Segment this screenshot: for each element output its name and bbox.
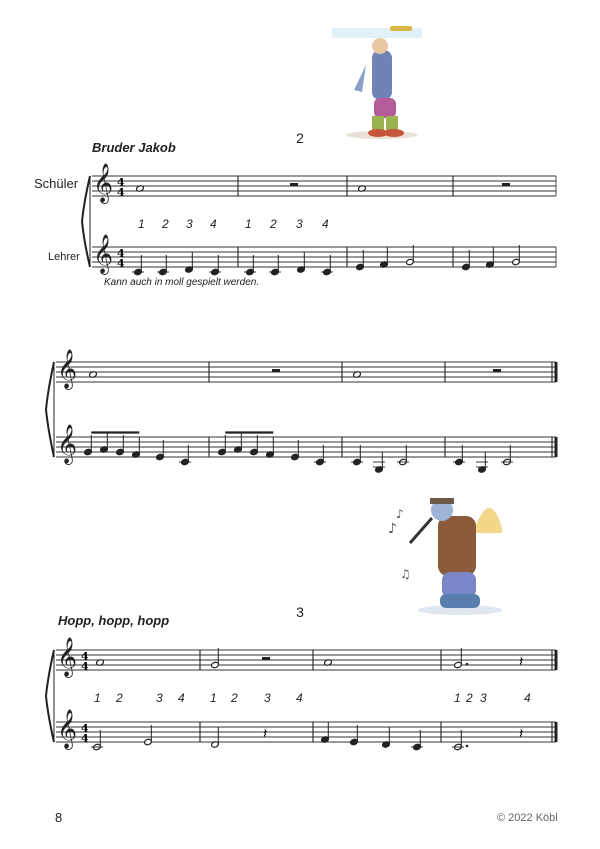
whole-rest <box>493 369 501 372</box>
piece-title: Hopp, hopp, hopp <box>58 613 170 628</box>
time-signature: 4 <box>81 722 89 735</box>
count-number: 1 <box>138 217 145 231</box>
count-number: 1 <box>94 691 101 705</box>
treble-clef: 𝄞 <box>57 637 78 677</box>
count-number: 3 <box>480 691 487 705</box>
count-number: 2 <box>231 691 238 705</box>
time-signature: 4 <box>81 660 89 673</box>
count-number: 3 <box>264 691 271 705</box>
teacher-label: Lehrer <box>48 251 80 263</box>
treble-clef: 𝄞 <box>57 349 78 389</box>
treble-clef: 𝄞 <box>93 163 114 203</box>
piece-number: 2 <box>296 130 304 146</box>
count-number: 4 <box>322 217 329 231</box>
dot <box>466 663 469 666</box>
whole-rest <box>262 657 270 660</box>
time-signature: 4 <box>117 186 125 199</box>
count-number: 3 <box>296 217 303 231</box>
copyright: © 2022 Köbl <box>497 812 558 824</box>
count-number: 4 <box>178 691 185 705</box>
count-number: 2 <box>162 217 169 231</box>
dot <box>466 745 469 748</box>
count-number: 4 <box>210 217 217 231</box>
time-signature: 4 <box>117 247 125 260</box>
count-number: 2 <box>466 691 473 705</box>
piece-number: 3 <box>296 604 304 620</box>
quarter-rest: 𝄽 <box>263 726 268 742</box>
quarter-rest: 𝄽 <box>519 654 524 670</box>
page-number: 8 <box>55 810 63 825</box>
whole-rest <box>272 369 280 372</box>
count-number: 1 <box>210 691 217 705</box>
piece-title: Bruder Jakob <box>92 140 176 155</box>
system-brace <box>46 650 54 742</box>
quarter-rest: 𝄽 <box>519 726 524 742</box>
time-signature: 4 <box>117 176 125 189</box>
count-number: 1 <box>245 217 252 231</box>
treble-clef: 𝄞 <box>93 234 114 274</box>
count-number: 2 <box>270 217 277 231</box>
student-label: Schüler <box>34 176 79 191</box>
performance-note: Kann auch in moll gespielt werden. <box>104 277 260 288</box>
time-signature: 4 <box>81 650 89 663</box>
time-signature: 4 <box>81 732 89 745</box>
svg-text:♪: ♪ <box>388 521 397 537</box>
time-signature: 4 <box>117 257 125 270</box>
svg-text:♫: ♫ <box>400 567 411 581</box>
count-number: 4 <box>296 691 303 705</box>
system-brace <box>82 176 90 267</box>
treble-clef: 𝄞 <box>57 424 78 464</box>
count-number: 2 <box>116 691 123 705</box>
count-number: 1 <box>454 691 461 705</box>
treble-clef: 𝄞 <box>57 709 78 749</box>
whole-rest <box>502 183 510 186</box>
whole-rest <box>290 183 298 186</box>
count-number: 4 <box>524 691 531 705</box>
system-brace <box>46 362 54 457</box>
count-number: 3 <box>186 217 193 231</box>
svg-text:♪: ♪ <box>396 507 404 521</box>
count-number: 3 <box>156 691 163 705</box>
